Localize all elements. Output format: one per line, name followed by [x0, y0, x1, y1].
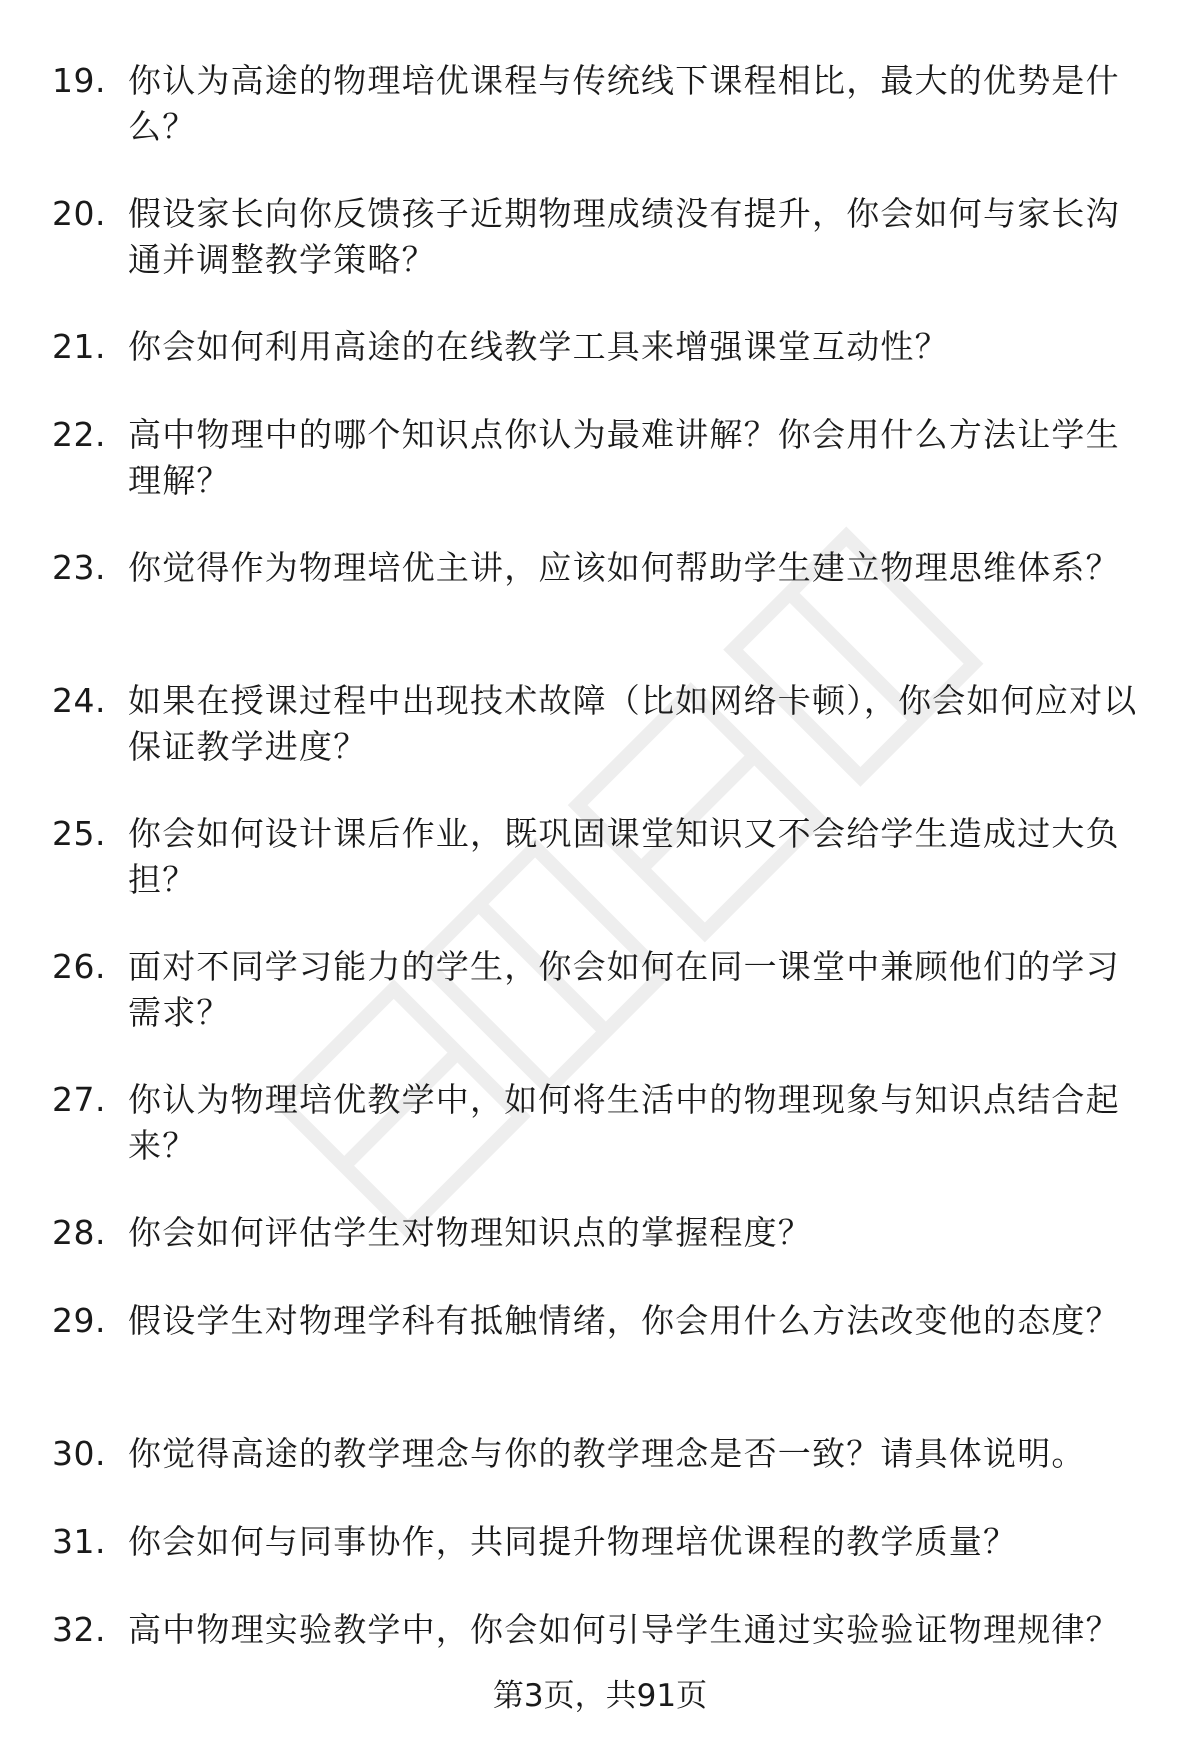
- question-text: 你觉得作为物理培优主讲，应该如何帮助学生建立物理思维体系？: [128, 548, 1120, 587]
- question-item: [0, 1077, 1200, 1210]
- question-number: 25.: [52, 814, 106, 853]
- question-text: 假设学生对物理学科有抵触情绪，你会用什么方法改变他的态度？: [128, 1301, 1120, 1340]
- question-text: 你会如何与同事协作，共同提升物理培优课程的教学质量？: [128, 1522, 1018, 1561]
- question-number: 24.: [52, 681, 106, 720]
- question-number: 30.: [52, 1434, 106, 1473]
- question-number: 31.: [52, 1522, 106, 1561]
- question-number: 28.: [52, 1213, 106, 1252]
- question-number: 26.: [52, 947, 106, 986]
- question-text: 你会如何利用高途的在线教学工具来增强课堂互动性？: [128, 327, 949, 366]
- question-text: 高中物理实验教学中，你会如何引导学生通过实验验证物理规律？: [128, 1610, 1120, 1649]
- question-text: 如果在授课过程中出现技术故障（比如网络卡顿），你会如何应对以保证教学进度？: [128, 681, 1138, 766]
- question-number: 21.: [52, 327, 106, 366]
- question-item: [0, 944, 1200, 1077]
- question-text: 面对不同学习能力的学生，你会如何在同一课堂中兼顾他们的学习需求？: [128, 947, 1120, 1032]
- question-number: 19.: [52, 61, 106, 100]
- question-item: [0, 1607, 1200, 1740]
- question-item: [0, 1210, 1200, 1298]
- question-text: 高中物理中的哪个知识点你认为最难讲解？你会用什么方法让学生理解？: [128, 415, 1120, 500]
- question-text: 你认为高途的物理培优课程与传统线下课程相比，最大的优势是什么？: [128, 61, 1120, 146]
- question-item: [0, 545, 1200, 678]
- question-item: [0, 1519, 1200, 1607]
- question-number: 27.: [52, 1080, 106, 1119]
- question-text: 你会如何设计课后作业，既巩固课堂知识又不会给学生造成过大负担？: [128, 814, 1120, 899]
- question-number: 29.: [52, 1301, 106, 1340]
- question-list: [0, 58, 1200, 1740]
- question-item: [0, 412, 1200, 545]
- question-item: [0, 1431, 1200, 1519]
- page-number-footer: 第3页，共91页: [492, 1678, 708, 1714]
- question-number: 32.: [52, 1610, 106, 1649]
- question-item: [0, 1298, 1200, 1431]
- question-text: 你觉得高途的教学理念与你的教学理念是否一致？请具体说明。: [128, 1434, 1086, 1473]
- question-text: 你会如何评估学生对物理知识点的掌握程度？: [128, 1213, 812, 1252]
- question-number: 22.: [52, 415, 106, 454]
- question-text: 你认为物理培优教学中，如何将生活中的物理现象与知识点结合起来？: [128, 1080, 1120, 1165]
- question-item: [0, 811, 1200, 944]
- question-item: [0, 58, 1200, 191]
- question-item: [0, 324, 1200, 412]
- question-item: [0, 678, 1200, 811]
- question-text: 假设家长向你反馈孩子近期物理成绩没有提升，你会如何与家长沟通并调整教学策略？: [128, 194, 1120, 279]
- question-number: 20.: [52, 194, 106, 233]
- question-number: 23.: [52, 548, 106, 587]
- question-item: [0, 191, 1200, 324]
